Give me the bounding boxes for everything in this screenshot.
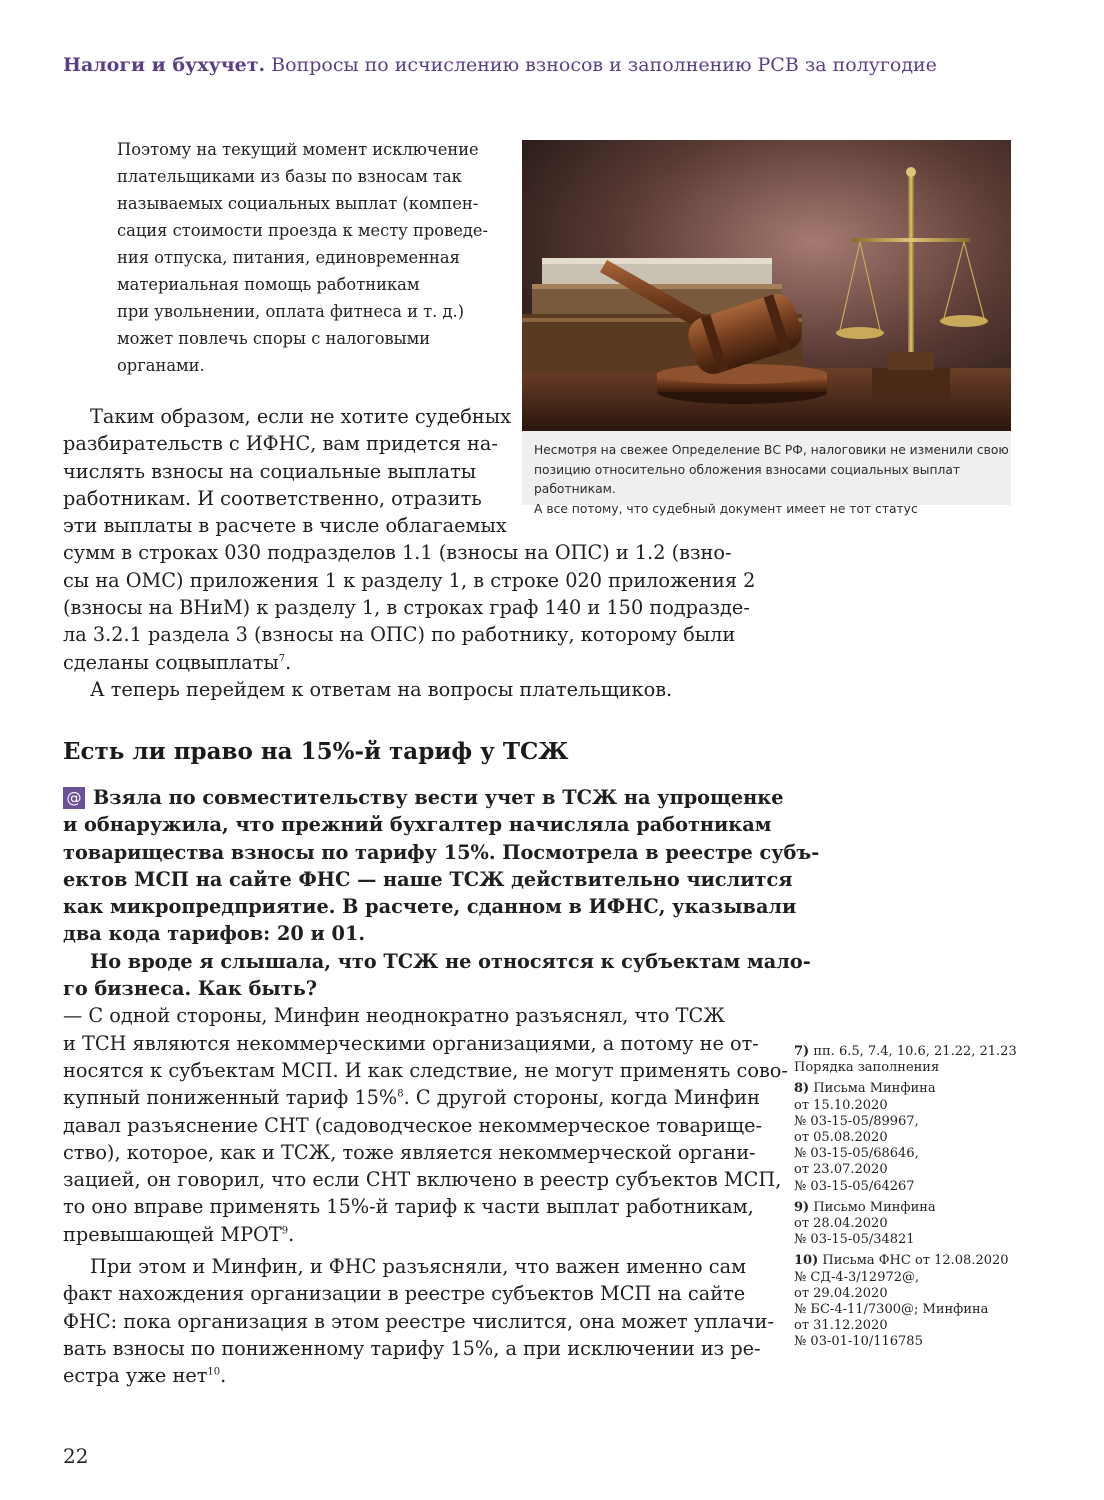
text-fragment: Взяла по совместительству вести учет в ТСЖ на упрощенке — [93, 786, 784, 809]
question-line: го бизнеса. Как быть? — [63, 977, 318, 1001]
answer-line: ство), которое, как и ТСЖ, тоже является некоммерческой органи- — [63, 1140, 756, 1164]
footnote-text: от 31.12.2020 — [794, 1318, 888, 1334]
note-line: плательщиками из базы по взносам так — [117, 167, 462, 186]
footnote-ref: 9 — [281, 1225, 289, 1237]
text-line: факт нахождения организации в реестре субъектов МСП на сайте — [63, 1282, 746, 1306]
text-line: Таким образом, если не хотите судебных — [90, 405, 511, 428]
answer-line: зацией, он говорил, что если СНТ включено в реестр субъектов МСП, — [63, 1168, 782, 1192]
footnote-7 — [794, 1044, 1054, 1076]
footnote-8 — [794, 1081, 1054, 1194]
text-line: ла 3.2.1 раздела 3 (взносы на ОПС) по работнику, которому были — [63, 623, 736, 647]
text-line: работникам. И соответственно, отразить — [63, 486, 482, 510]
page-number: 22 — [63, 1444, 89, 1468]
text-line: сы на ОМС) приложения 1 к разделу 1, в строке 020 приложения 2 — [63, 568, 756, 592]
footnote-text: Порядка заполнения — [794, 1060, 940, 1076]
footnote-number: 10) — [794, 1253, 819, 1269]
footnote-text: от 23.07.2020 — [794, 1162, 888, 1178]
footnote-text: от 29.04.2020 — [794, 1285, 888, 1301]
footnote-10 — [794, 1253, 1054, 1350]
footnote-text: от 28.04.2020 — [794, 1216, 888, 1232]
answer-line: носятся к субъектам МСП. И как следствие, не могут применять сово- — [63, 1058, 788, 1082]
note-line: ния отпуска, питания, единовременная — [117, 248, 460, 267]
note-line: органами. — [117, 356, 205, 375]
sidebar-note — [117, 136, 497, 379]
caption-line: Несмотря на свежее Определение ВС РФ, налоговики не изменили свою — [534, 443, 1009, 457]
footnote-ref: 8 — [397, 1088, 404, 1100]
question-line: Но вроде я слышала, что ТСЖ не относятся к субъектам мало- — [90, 949, 811, 973]
text-line: сделаны соцвыплаты$^7$. — [63, 650, 292, 674]
footnote-text: № БС-4-11/7300@; Минфина — [794, 1302, 989, 1318]
footnote-text: Письма Минфина — [813, 1081, 936, 1097]
text-fragment: . С другой стороны, когда Минфин — [403, 1086, 760, 1110]
text-line — [63, 1362, 743, 1389]
footnote-text: от 05.08.2020 — [794, 1130, 888, 1146]
note-line: Поэтому на текущий момент исключение — [117, 140, 479, 159]
footnote-text: № 03-01-10/116785 — [794, 1334, 923, 1350]
note-line: при увольнении, оплата фитнеса и т. д.) — [117, 302, 465, 321]
header-section: Налоги и бухучет. — [63, 54, 266, 76]
footnotes — [794, 1044, 1054, 1356]
text-line: разбирательств с ИФНС, вам придется на- — [63, 432, 498, 456]
header-title: Вопросы по исчислению взносов и заполнению РСВ за полугодие — [271, 54, 937, 76]
footnote-text: пп. 6.5, 7.4, 10.6, 21.22, 21.23 — [813, 1044, 1017, 1059]
answer-line — [63, 1221, 743, 1248]
note-line: называемых социальных выплат (компен- — [117, 194, 479, 213]
footnote-text: № 03-15-05/68646, — [794, 1146, 919, 1162]
answer-line: давал разъяснение СНТ (садоводческое некоммерческое товарище- — [63, 1113, 763, 1137]
text-fragment: естра уже нет — [63, 1364, 208, 1388]
text-line: сумм в строках 030 подразделов 1.1 (взносы на ОПС) и 1.2 (взно- — [63, 541, 732, 565]
answer-line: то оно вправе применять 15%-й тариф к части выплат работникам, — [63, 1195, 754, 1219]
footnote-text: № СД-4-3/12972@, — [794, 1269, 920, 1285]
footnote-number: 8) — [794, 1081, 810, 1097]
note-line: материальная помощь работникам — [117, 275, 420, 294]
text-line: вать взносы по пониженному тарифу 15%, а при исключении из ре- — [63, 1336, 761, 1360]
footnote-ref: 10 — [207, 1366, 221, 1378]
text-line: (взносы на ВНиМ) к разделу 1, в строках граф 140 и 150 подразде- — [63, 596, 750, 620]
text-line: эти выплаты в расчете в числе облагаемых — [63, 514, 507, 538]
footnote-text: № 03-15-05/34821 — [794, 1232, 915, 1248]
caption-line: позицию относительно обложения взносами социальных выплат работникам. — [534, 462, 961, 496]
footnote-number: 9) — [794, 1199, 810, 1215]
text-fragment: . — [220, 1364, 227, 1388]
at-sign-icon: @ — [63, 787, 85, 809]
footnote-text: Письма ФНС от 12.08.2020 — [822, 1253, 1009, 1269]
text-fragment: . — [288, 1222, 295, 1246]
footnote-9 — [794, 1200, 1054, 1249]
note-line: сация стоимости проезда к месту проведе- — [117, 221, 489, 240]
footnote-text: Письмо Минфина — [813, 1199, 936, 1215]
running-header — [63, 54, 1063, 76]
answer-line — [63, 1084, 760, 1111]
text-fragment: превышающей МРОТ — [63, 1222, 282, 1246]
caption-line: А все потому, что судебный документ имеет не тот статус — [534, 501, 918, 516]
text-line: А теперь перейдем к ответам на вопросы плательщиков. — [90, 677, 673, 701]
text-line: При этом и Минфин, и ФНС разъясняли, что важен именно сам — [90, 1255, 747, 1279]
text-fragment: сделаны соцвыплаты — [63, 650, 279, 674]
footnote-text: № 03-15-05/89967, — [794, 1113, 919, 1129]
text-line: ФНС: пока организация в этом реестре числится, она может уплачи- — [63, 1309, 774, 1333]
text-fragment: купный пониженный тариф 15% — [63, 1086, 398, 1110]
footnote-text: № 03-15-05/64267 — [794, 1178, 915, 1194]
footnote-text: от 15.10.2020 — [794, 1097, 888, 1113]
question-line: как микропредприятие. В расчете, сданном в ИФНС, указывали — [63, 895, 797, 919]
section-heading: Есть ли право на 15%-й тариф у ТСЖ — [63, 738, 569, 765]
question-line — [63, 784, 784, 811]
question-line: и обнаружила, что прежний бухгалтер начисляла работникам — [63, 813, 772, 837]
answer-line: — С одной стороны, Минфин неоднократно разъяснял, что ТСЖ — [63, 1004, 725, 1028]
question-block — [63, 784, 820, 1390]
gavel-and-scales-photo — [522, 140, 1011, 431]
note-line: может повлечь споры с налоговыми — [117, 329, 431, 348]
answer-line: и ТСН являются некоммерческими организациями, а потому не от- — [63, 1031, 759, 1055]
text-line: числять взносы на социальные выплаты — [63, 459, 477, 483]
question-line: товарищества взносы по тарифу 15%. Посмотрела в реестре субъ- — [63, 840, 820, 864]
question-line: два кода тарифов: 20 и 01. — [63, 922, 366, 946]
footnote-ref: 7 — [278, 653, 286, 665]
question-line: ектов МСП на сайте ФНС — наше ТСЖ действительно числится — [63, 867, 793, 891]
footnote-number: 7) — [794, 1044, 810, 1059]
